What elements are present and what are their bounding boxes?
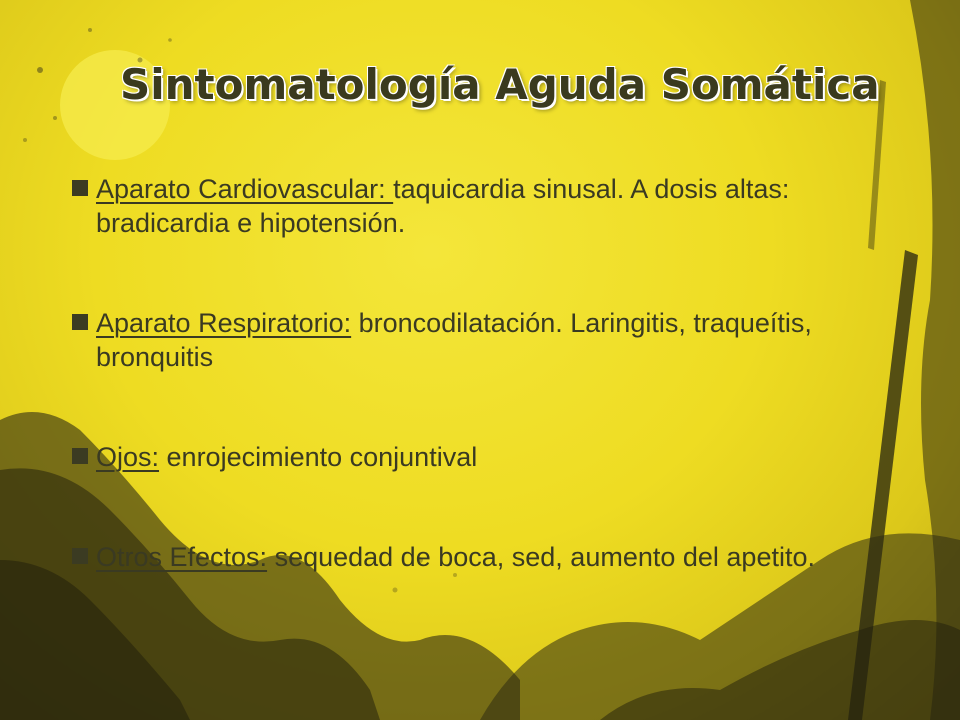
bullet-term: Ojos:: [96, 442, 160, 472]
bullet-term: Aparato Respiratorio:: [96, 308, 352, 338]
square-bullet-icon: [72, 314, 88, 330]
bullet-term: Otros Efectos:: [96, 542, 268, 572]
bullet-text: taquicardia sinusal. A dosis altas: bradicardia e hipotensión.: [96, 174, 790, 238]
bullet-item-cardiovascular: [72, 172, 872, 240]
slide-title: Sintomatología Aguda Somática: [120, 60, 880, 109]
bullet-item-respiratorio: [72, 306, 872, 374]
square-bullet-icon: [72, 448, 88, 464]
bullet-text: sequedad de boca, sed, aumento del apetito.: [267, 542, 815, 572]
bullet-text: enrojecimiento conjuntival: [159, 442, 478, 472]
square-bullet-icon: [72, 180, 88, 196]
square-bullet-icon: [72, 548, 88, 564]
bullet-item-otros-efectos: [72, 540, 872, 574]
bullet-text: broncodilatación. Laringitis, traqueítis, bronquitis: [96, 308, 812, 372]
bullet-term: Aparato Cardiovascular:: [96, 174, 394, 204]
bullet-list: [72, 172, 872, 574]
bullet-item-ojos: [72, 440, 872, 474]
